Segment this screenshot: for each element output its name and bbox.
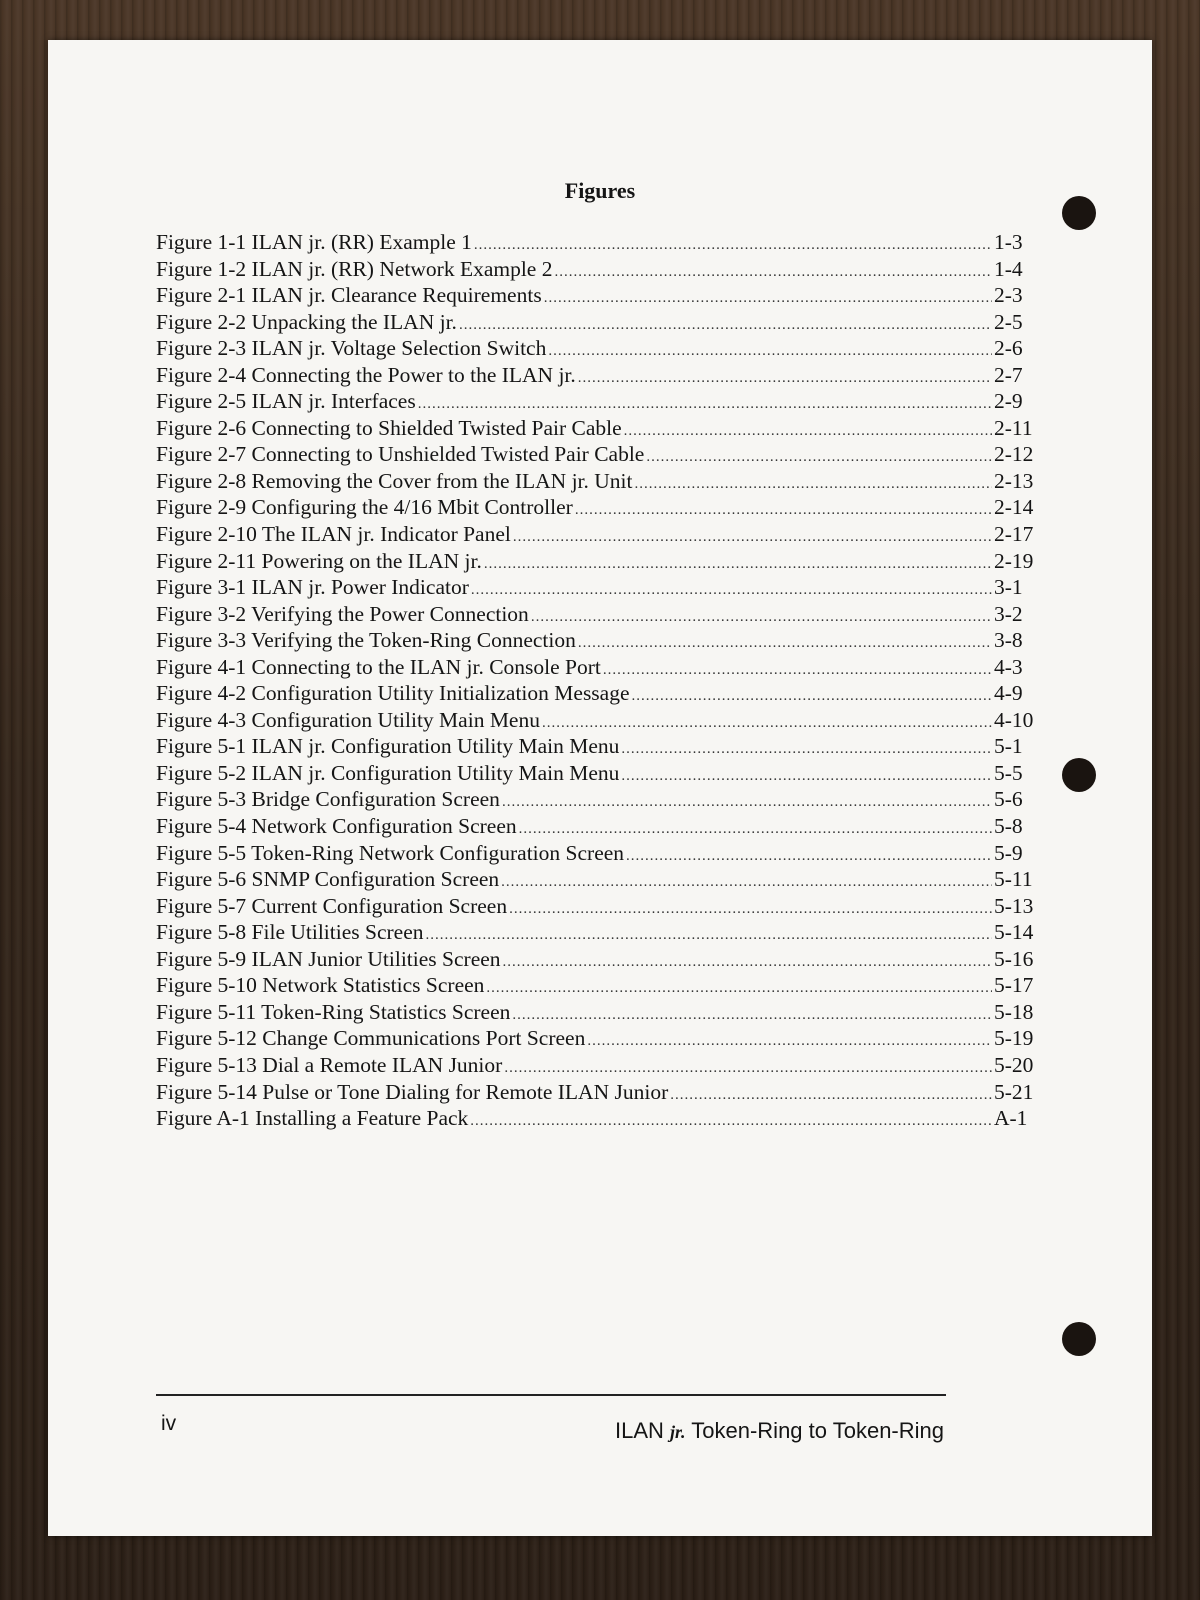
figure-entry <box>156 549 1038 576</box>
dot-leader <box>470 1113 992 1130</box>
dot-leader <box>531 609 992 626</box>
figure-entry-page: 2-17 <box>994 522 1034 547</box>
dot-leader <box>486 980 992 997</box>
dot-leader <box>501 874 992 891</box>
dot-leader <box>646 449 992 466</box>
figure-entry-label: Figure 5-1 ILAN jr. Configuration Utility Main Menu <box>156 734 620 759</box>
figure-entry <box>156 973 1038 1000</box>
dot-leader <box>587 1033 992 1050</box>
figure-entry-page: 2-12 <box>994 442 1034 467</box>
figure-entry-label: Figure 2-11 Powering on the ILAN jr. <box>156 548 482 573</box>
figure-entry-label: Figure 5-6 SNMP Configuration Screen <box>156 867 500 892</box>
figure-entry-label: Figure 5-13 Dial a Remote ILAN Junior <box>156 1052 503 1077</box>
figure-entry <box>156 257 1038 284</box>
figure-entry-label: Figure 2-1 ILAN jr. Clearance Requirements <box>156 283 542 308</box>
figure-entry-label: Figure A-1 Installing a Feature Pack <box>156 1106 469 1131</box>
figure-entry-label: Figure 3-1 ILAN jr. Power Indicator <box>156 575 469 600</box>
dot-leader <box>554 264 992 281</box>
figure-entry-label: Figure 5-14 Pulse or Tone Dialing for Remote ILAN Junior <box>156 1079 669 1104</box>
page-title: Figures <box>564 178 636 203</box>
figure-entry-label: Figure 5-5 Token-Ring Network Configuration Screen <box>156 840 625 865</box>
binder-hole-bottom <box>1062 1322 1096 1356</box>
figure-entry <box>156 628 1038 655</box>
figure-entry-page: 4-9 <box>994 681 1023 706</box>
figure-entry <box>156 1106 1038 1133</box>
figure-entry-page: A-1 <box>994 1106 1028 1131</box>
figure-entry-page: 5-18 <box>994 999 1034 1024</box>
figure-entry-page: 2-6 <box>994 336 1023 361</box>
figure-entry-page: 5-16 <box>994 946 1034 971</box>
dot-leader <box>484 556 992 573</box>
figure-entry-label: Figure 3-2 Verifying the Power Connection <box>156 601 529 626</box>
footer-product-jr: jr. <box>670 1422 686 1442</box>
dot-leader <box>626 848 992 865</box>
figure-entry <box>156 469 1038 496</box>
dot-leader <box>503 954 992 971</box>
dot-leader <box>504 1060 992 1077</box>
figure-entry-label: Figure 2-4 Connecting the Power to the ILAN jr. <box>156 362 576 387</box>
figure-entry <box>156 947 1038 974</box>
figure-entry <box>156 894 1038 921</box>
figure-entry <box>156 655 1038 682</box>
figure-entry-page: 4-10 <box>994 707 1034 732</box>
dot-leader <box>502 794 992 811</box>
figure-entry-page: 5-20 <box>994 1052 1034 1077</box>
figure-entry-page: 5-11 <box>994 867 1033 892</box>
figure-entry <box>156 230 1038 257</box>
dot-leader <box>578 635 992 652</box>
figure-entry <box>156 389 1038 416</box>
figure-entry-label: Figure 5-7 Current Configuration Screen <box>156 893 508 918</box>
figure-entry-page: 2-3 <box>994 283 1023 308</box>
figure-entry-page: 3-2 <box>994 601 1023 626</box>
dot-leader <box>459 317 992 334</box>
figure-entry-page: 2-7 <box>994 362 1023 387</box>
dot-leader <box>426 927 992 944</box>
figure-entry <box>156 920 1038 947</box>
footer-product-suffix: Token-Ring to Token-Ring <box>691 1418 944 1443</box>
dot-leader <box>519 821 992 838</box>
figure-entry <box>156 575 1038 602</box>
figure-entry <box>156 1053 1038 1080</box>
figure-entry-label: Figure 4-1 Connecting to the ILAN jr. Console Port <box>156 654 601 679</box>
figure-entry <box>156 708 1038 735</box>
figure-entry <box>156 336 1038 363</box>
figure-entry-page: 5-5 <box>994 760 1023 785</box>
figure-entry-label: Figure 2-10 The ILAN jr. Indicator Panel <box>156 522 511 547</box>
figure-entry <box>156 602 1038 629</box>
figure-entry-page: 5-1 <box>994 734 1023 759</box>
figure-entry-page: 2-11 <box>994 415 1033 440</box>
dot-leader <box>624 423 992 440</box>
dot-leader <box>542 715 992 732</box>
figure-entry-page: 2-9 <box>994 389 1023 414</box>
figure-entry-label: Figure 5-12 Change Communications Port Screen <box>156 1026 586 1051</box>
figure-entry-page: 1-4 <box>994 256 1023 281</box>
figure-entry <box>156 363 1038 390</box>
figure-entry-label: Figure 4-2 Configuration Utility Initialization Message <box>156 681 630 706</box>
figure-entry-label: Figure 2-8 Removing the Cover from the ILAN jr. Unit <box>156 468 633 493</box>
dot-leader <box>544 290 992 307</box>
dot-leader <box>548 343 992 360</box>
footer-divider <box>156 1394 946 1396</box>
figure-entry-label: Figure 5-8 File Utilities Screen <box>156 920 424 945</box>
figure-entry-label: Figure 2-5 ILAN jr. Interfaces <box>156 389 416 414</box>
figure-entry <box>156 841 1038 868</box>
dot-leader <box>635 476 992 493</box>
figure-entry-page: 5-17 <box>994 973 1034 998</box>
figure-entry-label: Figure 2-2 Unpacking the ILAN jr. <box>156 309 457 334</box>
footer-product-name <box>588 1418 944 1444</box>
dot-leader <box>621 768 992 785</box>
figure-entry-label: Figure 5-3 Bridge Configuration Screen <box>156 787 500 812</box>
dot-leader <box>471 582 992 599</box>
figure-entry <box>156 787 1038 814</box>
figure-entry-page: 5-8 <box>994 814 1023 839</box>
dot-leader <box>670 1087 992 1104</box>
figure-entry-label: Figure 5-4 Network Configuration Screen <box>156 814 517 839</box>
figure-entry <box>156 681 1038 708</box>
binder-hole-middle <box>1062 758 1096 792</box>
figure-entry-label: Figure 2-3 ILAN jr. Voltage Selection Switch <box>156 336 547 361</box>
figure-entry-label: Figure 1-2 ILAN jr. (RR) Network Example 2 <box>156 256 553 281</box>
footer-page-number: iv <box>161 1412 177 1435</box>
dot-leader <box>621 741 992 758</box>
figure-entry <box>156 867 1038 894</box>
figure-entry-label: Figure 5-11 Token-Ring Statistics Screen <box>156 999 511 1024</box>
figure-entry-label: Figure 5-9 ILAN Junior Utilities Screen <box>156 946 501 971</box>
figure-entry-page: 5-9 <box>994 840 1023 865</box>
dot-leader <box>632 688 992 705</box>
figure-entry <box>156 1026 1038 1053</box>
figure-entry-label: Figure 2-9 Configuring the 4/16 Mbit Controller <box>156 495 573 520</box>
figure-entry <box>156 522 1038 549</box>
figure-entry <box>156 734 1038 761</box>
figure-entry-page: 2-13 <box>994 468 1034 493</box>
figure-entry-page: 5-21 <box>994 1079 1034 1104</box>
figure-entry-page: 4-3 <box>994 654 1023 679</box>
figure-entry <box>156 416 1038 443</box>
dot-leader <box>512 1007 992 1024</box>
figure-entry-page: 2-14 <box>994 495 1034 520</box>
figure-entry-page: 5-19 <box>994 1026 1034 1051</box>
dot-leader <box>513 529 992 546</box>
figure-entry <box>156 1000 1038 1027</box>
figure-entry-page: 2-19 <box>994 548 1034 573</box>
dot-leader <box>575 502 992 519</box>
figure-entry-label: Figure 1-1 ILAN jr. (RR) Example 1 <box>156 230 472 254</box>
document-page <box>48 40 1152 1536</box>
figures-list <box>156 230 1038 1133</box>
figure-entry-label: Figure 5-2 ILAN jr. Configuration Utility Main Menu <box>156 760 620 785</box>
figure-entry <box>156 283 1038 310</box>
dot-leader <box>578 370 992 387</box>
figure-entry <box>156 761 1038 788</box>
dot-leader <box>474 237 992 254</box>
figure-entry-label: Figure 2-6 Connecting to Shielded Twisted Pair Cable <box>156 415 622 440</box>
figure-entry-page: 5-6 <box>994 787 1023 812</box>
figure-entry-page: 5-13 <box>994 893 1034 918</box>
figure-entry-page: 3-8 <box>994 628 1023 653</box>
figure-entry-label: Figure 4-3 Configuration Utility Main Menu <box>156 707 540 732</box>
dot-leader <box>603 662 992 679</box>
figure-entry <box>156 1080 1038 1107</box>
figure-entry-page: 3-1 <box>994 575 1023 600</box>
figure-entry <box>156 442 1038 469</box>
dot-leader <box>509 901 992 918</box>
footer-product-prefix: ILAN <box>614 1418 664 1443</box>
figure-entry <box>156 310 1038 337</box>
figure-entry-page: 2-5 <box>994 309 1023 334</box>
figure-entry-label: Figure 3-3 Verifying the Token-Ring Connection <box>156 628 576 653</box>
figure-entry-page: 1-3 <box>994 230 1023 254</box>
figure-entry-label: Figure 2-7 Connecting to Unshielded Twisted Pair Cable <box>156 442 645 467</box>
figure-entry-page: 5-14 <box>994 920 1034 945</box>
figure-entry-label: Figure 5-10 Network Statistics Screen <box>156 973 485 998</box>
figure-entry <box>156 495 1038 522</box>
figure-entry <box>156 814 1038 841</box>
dot-leader <box>418 396 992 413</box>
